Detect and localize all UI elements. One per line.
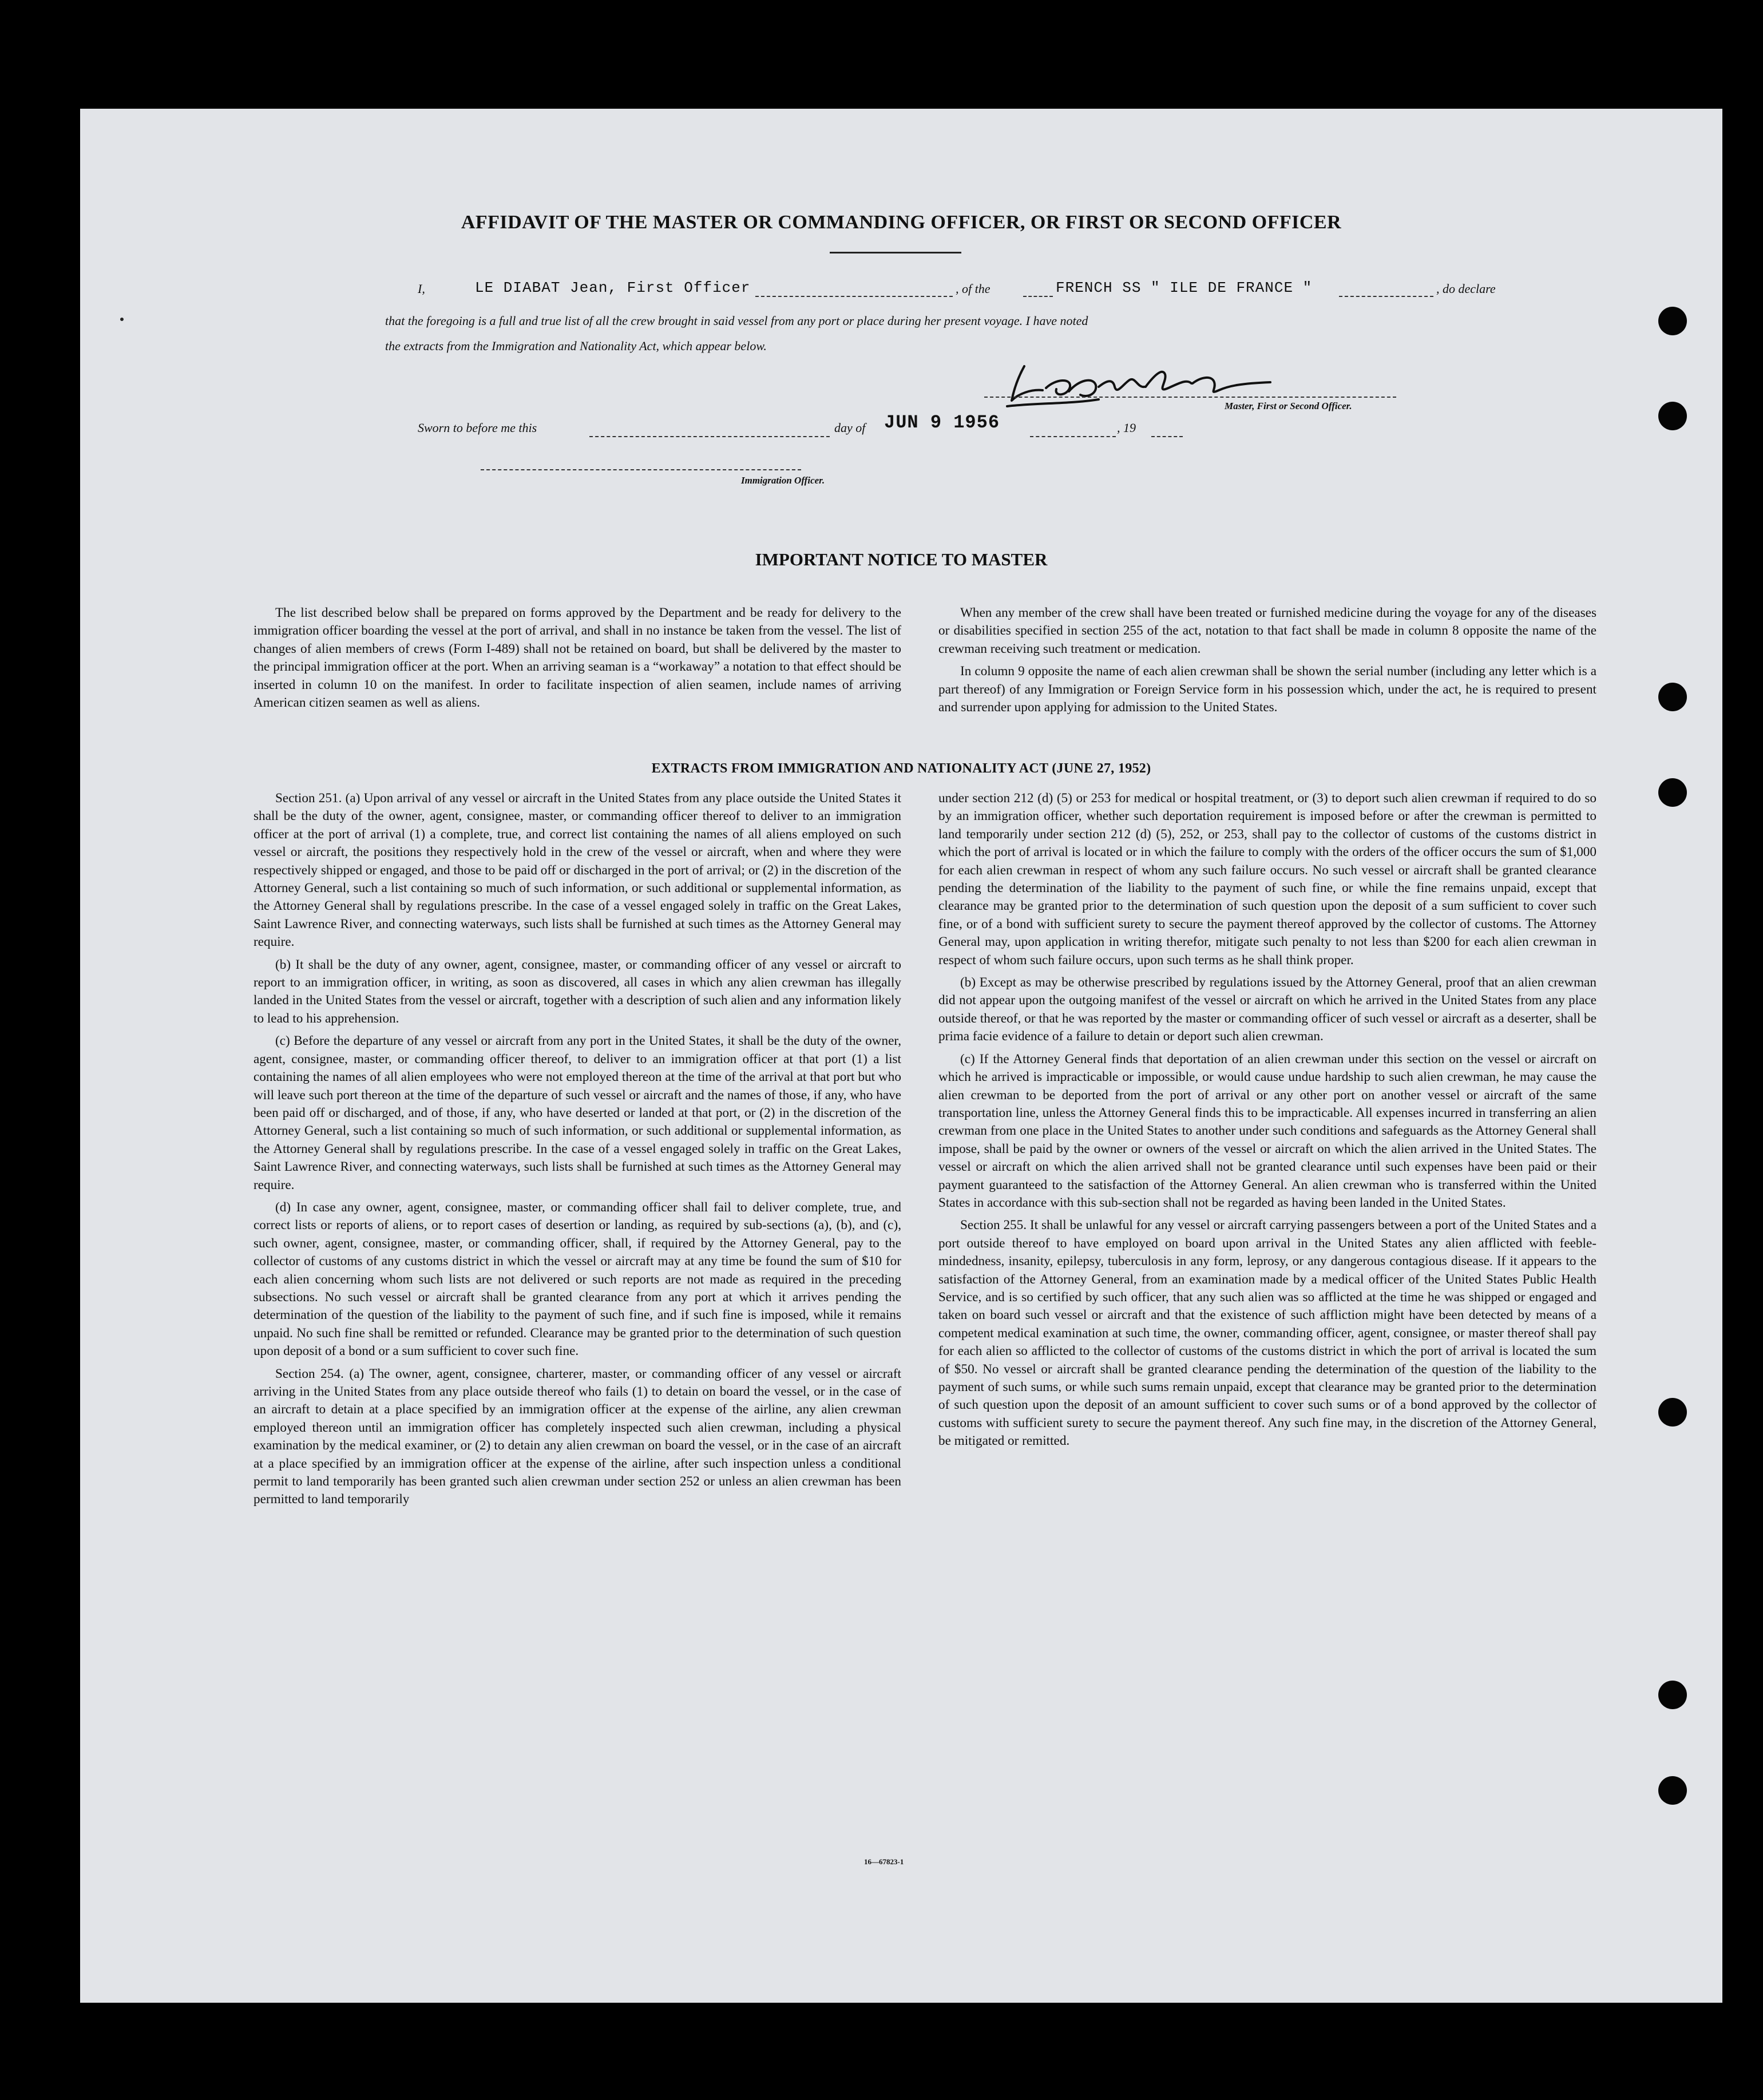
- binder-hole: [1658, 778, 1687, 807]
- notice-paragraph: The list described below shall be prepared on forms approved by the Department and be ready for delivery to the immigration officer boarding the vessel at the port of arrival, and shall in no instance be taken from the vessel. The list of changes of alien members of crews (Form I-489) shall not be retained on board, but shall be delivered by the master to the principal immigration officer at the port. When an arriving seaman is a “workaway” a notation to that effect should be inserted in column 10 on the manifest. In order to facilitate inspection of alien seamen, include names of arriving American citizen seamen as well as aliens.: [253, 605, 901, 711]
- year-label: , 19: [1117, 421, 1136, 435]
- immigration-officer-line: [481, 469, 801, 470]
- of-the-label: , of the: [956, 282, 991, 296]
- binder-hole: [1658, 1681, 1687, 1709]
- notice-paragraph: In column 9 opposite the name of each alien crewman shall be shown the serial number (including any letter which is a part thereof) of any Immigration or Foreign Service form in his possession which, under the act, he is required to present and surrender upon applying for admission to the United States.: [938, 664, 1596, 715]
- statement-line-2: that the foregoing is a full and true list of all the crew brought in said vessel from any port or place during her present voyage. I have noted: [385, 314, 1088, 328]
- officer-name-fill-line: [755, 296, 953, 297]
- binder-hole: [1658, 1776, 1687, 1805]
- extracts-left-column: [253, 790, 901, 1513]
- vessel-name-field[interactable]: FRENCH SS " ILE DE FRANCE ": [1056, 279, 1313, 296]
- officer-name-field[interactable]: LE DIABAT Jean, First Officer: [475, 279, 751, 296]
- section-paragraph: Section 255. It shall be unlawful for any vessel or aircraft carrying passengers between a port of the United States and a port outside thereof to have employed on board upon arrival in the United States any alien afflicted with feeble-mindedness, insanity, epilepsy, tuberculosis in any form, leprosy, or any dangerous contagious disease. If it appears to the satisfaction of the Attorney General, from an examination made by a medical officer of the United States Public Health Service, and is so certified by such officer, that any such alien was so afflicted at the time he was shipped or engaged and taken on board such vessel or aircraft and that the existence of such affliction might have been detected by means of a competent medical examination at such time, the owner, commanding officer, agent, consignee, or master thereof shall pay for each alien so afflicted to the collector of customs of the customs district in which the port of arrival is located the sum of $50. No vessel or aircraft shall be granted clearance pending the determination of the question of the liability to the payment of such sums, or while such sums remain unpaid, except that clearance may be granted prior to the determination of such question upon the deposit of an amount sufficient to cover such sums or of a bond approved by the collector of customs with sufficient surety to secure the payment thereof. Any such fine may, in the discretion of the Attorney General, be mitigated or remitted.: [938, 1218, 1596, 1449]
- section-paragraph: (c) If the Attorney General finds that deportation of an alien crewman under this section on the vessel or aircraft on which he arrived is impracticable or impossible, or would cause undue hardship to such alien crewman, he may cause the alien crewman to be deported from the port of arrival or any other port on another vessel or aircraft of the same transportation line, unless the Attorney General finds this to be impracticable. All expenses incurred in transferring an alien crewman from one place in the United States to another under such conditions and safeguards as the Attorney General shall impose, shall be paid by the owner or owners of the vessel or aircraft on which the alien arrived in the United States. The vessel or aircraft on which the alien arrived shall not be granted clearance until such expenses have been paid or their payment guaranteed to the satisfaction of the Attorney General. An alien crewman who is transferred within the United States in accordance with this sub-section shall not be regarded as having been landed in the United States.: [938, 1051, 1596, 1210]
- section-paragraph: Section 254. (a) The owner, agent, consignee, charterer, master, or commanding officer of any vessel or aircraft arriving in the United States from any place outside thereof who fails (1) to detain on board the vessel, or in the case of an aircraft to detain at a place specified by an immigration officer at the expense of the airline, any alien crewman employed thereon until an immigration officer has completely inspected such alien crewman, including a physical examination by the medical examiner, or (2) to detain any alien crewman on board the vessel, or in the case of an aircraft at a place specified by an immigration officer at the expense of the airline, after such inspection unless a conditional permit to land temporarily has been granted such alien crewman under section 252 or unless an alien crewman has been permitted to land temporarily: [253, 1366, 901, 1507]
- stray-mark: [120, 318, 124, 321]
- statement-line-3: the extracts from the Immigration and Nationality Act, which appear below.: [385, 339, 767, 353]
- section-paragraph: under section 212 (d) (5) or 253 for medical or hospital treatment, or (3) to deport such alien crewman if required to do so by an immigration officer, whether such deportation requirement is imposed before or after the crewman is permitted to land temporarily under section 212 (d) (5), 252, or 253, shall pay to the collector of customs of the customs district in which the port of arrival is located or in which the failure to comply with the orders of the officer occurs the sum of $1,000 for each alien crewman in respect of whom any such failure occurs. No such vessel or aircraft shall be granted clearance pending the determination of the liability to the payment of such fine, or while the fine remains unpaid, except that clearance may be granted prior to the determination of such question upon the deposit of a sum sufficient to cover such fine, or of a bond with sufficient surety to secure the payment thereof approved by the collector of customs. The Attorney General may, upon application in writing therefor, mitigate such penalty to not less than $200 for each alien crewman in respect of whom such failure occurs, upon such terms as he shall think proper.: [938, 791, 1596, 968]
- vessel-lead-line: [1023, 296, 1053, 297]
- section-paragraph: (b) It shall be the duty of any owner, agent, consignee, master, or commanding officer of any vessel or aircraft to report to an immigration officer, in writing, as soon as discovered, all cases in which any alien crewman has illegally landed in the United States from the vessel or aircraft, together with a description of such alien and any information likely to lead to his apprehension.: [253, 957, 901, 1026]
- notice-title: IMPORTANT NOTICE TO MASTER: [755, 549, 1048, 569]
- signature-title: Master, First or Second Officer.: [1225, 401, 1352, 411]
- extracts-right-column: [938, 790, 1596, 1455]
- vessel-fill-line: [1339, 296, 1433, 297]
- notice-paragraph: When any member of the crew shall have been treated or furnished medicine during the voyage for any of the diseases or disabilities specified in section 255 of the act, notation to that fact shall be made in column 8 opposite the name of the crewman receiving such treatment or medication.: [938, 605, 1596, 656]
- form-code: 16—67823-1: [864, 1857, 904, 1866]
- binder-hole: [1658, 683, 1687, 711]
- extracts-title: EXTRACTS FROM IMMIGRATION AND NATIONALITY ACT (JUNE 27, 1952): [651, 761, 1151, 776]
- day-of-label: day of: [834, 421, 866, 435]
- sworn-label: Sworn to before me this: [418, 421, 537, 435]
- sworn-date-stamp[interactable]: JUN 9 1956: [884, 412, 1000, 433]
- do-declare-label: , do declare: [1436, 282, 1496, 296]
- sworn-day-line: [589, 436, 830, 437]
- section-paragraph: Section 251. (a) Upon arrival of any vessel or aircraft in the United States from any place outside the United States it shall be the duty of the owner, agent, consignee, master, or commanding officer thereof to deliver to an immigration officer at the port of arrival (1) a complete, true, and correct list containing the names of all aliens employed on such vessel or aircraft, the positions they respectively hold in the crew of the vessel or aircraft, when and where they were respectively shipped or engaged, and those to be paid off or discharged in the port of arrival; or (2) in the discretion of the Attorney General, such a list containing so much of such information, or such additional or supplemental information, as the Attorney General shall by regulations prescribe. In the case of a vessel engaged solely in traffic on the Great Lakes, Saint Lawrence River, and connecting waterways, such lists shall be furnished at such times as the Attorney General may require.: [253, 791, 901, 950]
- affidavit-title: AFFIDAVIT OF THE MASTER OR COMMANDING OFFICER, OR FIRST OR SECOND OFFICER: [461, 212, 1342, 233]
- binder-hole: [1658, 307, 1687, 335]
- sworn-date-line: [1030, 436, 1116, 437]
- section-paragraph: (c) Before the departure of any vessel or aircraft from any port in the United States, it shall be the duty of the owner, agent, consignee, master, or commanding officer thereof, to deliver to an immigration officer at that port (1) a list containing the names of all alien employees who were not employed thereon at the time of the arrival at that port but who will leave such port thereon at the time of the departure of such vessel or aircraft and the names of those, if any, who have been paid off or discharged, and of those, if any, who have deserted or landed at that port, or (2) in the discretion of the Attorney General, such a list containing so much of such information, or such additional or supplemental information, as the Attorney General shall by regulations prescribe. In the case of a vessel engaged solely in traffic on the Great Lakes, Saint Lawrence River, and connecting waterways, such lists shall be furnished at such times as the Attorney General may require.: [253, 1033, 901, 1192]
- title-underline: [830, 252, 961, 253]
- year-line: [1151, 436, 1183, 437]
- signature-line: [984, 397, 1396, 398]
- binder-hole: [1658, 402, 1687, 430]
- i-label: I,: [418, 282, 425, 296]
- binder-hole: [1658, 1398, 1687, 1427]
- immigration-officer-label: Immigration Officer.: [741, 475, 825, 486]
- section-paragraph: (d) In case any owner, agent, consignee, master, or commanding officer shall fail to deliver complete, true, and correct lists or reports of aliens, or to report cases of desertion or landing, as required by sub-sections (a), (b), and (c), such owner, agent, consignee, master, or commanding officer, shall, if required by the Attorney General, pay to the collector of customs of any customs district in which the vessel or aircraft may at any time be found the sum of $10 for each alien concerning whom such lists are not delivered or such reports are not made as required in the preceding subsections. No such vessel or aircraft shall be granted clearance from any port at which it arrives pending the determination of the question of the liability to the payment of such fine, and if such fine is imposed, while it remains unpaid. No such fine shall be remitted or refunded. Clearance may be granted prior to the determination of such question upon deposit of a bond or a sum sufficient to cover such fine.: [253, 1199, 901, 1359]
- form-page: [80, 109, 1722, 2003]
- notice-left-column: [253, 604, 901, 716]
- notice-right-column: [938, 604, 1596, 721]
- section-paragraph: (b) Except as may be otherwise prescribed by regulations issued by the Attorney General, proof that an alien crewman did not appear upon the outgoing manifest of the vessel or aircraft on which he arrived in the United States from any place outside thereof, or that he was reported by the master or commanding officer of such vessel or aircraft as a deserter, shall be prima facie evidence of a failure to detain or deport such alien crewman.: [938, 975, 1596, 1044]
